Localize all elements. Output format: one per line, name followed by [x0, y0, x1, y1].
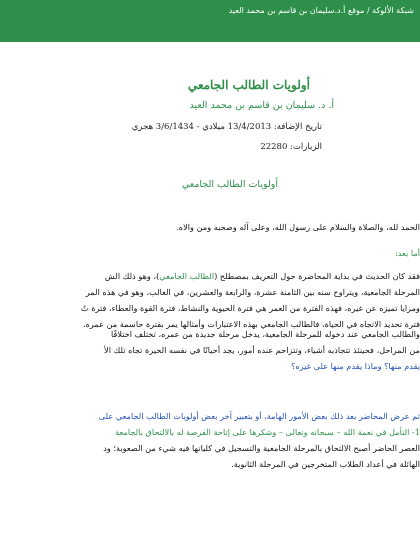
paragraph-1	[8, 268, 420, 332]
p1-line-2: المرحلة الجامعية، ويتراوح سنه بين الثامنة عشرة، والرابعة والعشرين، في الغالب، وهو في هذه المر	[85, 287, 420, 297]
article-subtitle: أولويات الطالب الجامعي	[181, 179, 278, 190]
author-link[interactable]: أ. د. سليمان بن قاسم بن محمد العيد	[189, 100, 334, 111]
article-title: أولويات الطالب الجامعي	[187, 78, 310, 92]
p2-line-1: والطالب الجامعي عند دخوله للمرحلة الجامعية، يدخل مرحلة جديدة من عمره، تختلف اختلافًا	[110, 329, 420, 339]
p2-line-3: يقدم منها؟ وماذا يقدم منها على غيره؟	[291, 361, 420, 371]
amma-heading	[8, 245, 420, 261]
p1-line-1a: فقد كان الحديث في بداية المحاضرة حول التعريف بمصطلح (	[214, 271, 420, 281]
amma-text: أما بعد:	[394, 248, 420, 258]
p2-line-2: من المراحل، فحينئذ تتجاذبه أشياء، وتتزاحم عنده أمور، يجد أحيانًا في نفسه الحيرة تجاه تلك الأ	[104, 345, 420, 355]
p3-line-1: ثم عرض المحاضر بعد ذلك بعض الأمور الهامة، أو بتعبير آخر بعض أولويات الطالب الجامعي على	[98, 411, 420, 421]
views-count: الزيارات: 22280	[260, 142, 322, 152]
term-highlight: الطالب الجامعي	[159, 271, 215, 281]
p1-line-1b: )، وهو ذلك الش	[104, 271, 160, 281]
date-added: تاريخ الإضافة: 13/4/2013 ميلادي - 3/6/1434 هجري	[131, 122, 322, 132]
paragraph-2	[8, 326, 420, 374]
p3-line-4: الهائلة في أعداد الطلاب المتخرجين في المرحلة الثانوية.	[231, 459, 420, 469]
p1-line-3: ومزايا تميزه عن غيره، فهذه الفترة من العمر هي فترة الحيوية والنشاط، فترة القوة والعطاء، فترة تُ	[80, 303, 420, 313]
opening-line: الحمد لله، والصلاة والسلام على رسول الله، وعلى آله وصحبه ومن والاه.	[176, 222, 420, 232]
breadcrumb[interactable]: شبكة الألوكة / موقع أ.د.سليمان بن قاسم بن محمد العيد	[228, 6, 414, 15]
opening-paragraph	[8, 219, 420, 235]
p3-line-2: 1- التأمل في نعمة الله – سبحانه وتعالى – وشكرها على إتاحة الفرصة له بالالتحاق بالجامعة	[115, 427, 420, 437]
paragraph-3	[8, 408, 420, 472]
p1-line-4: فترة تحديد الاتجاه في الحياة، فالطالب الجامعي بهذه الاعتبارات وأمثالها يمر بفترة حاسمة من عمره.	[82, 319, 420, 329]
p1-line-1	[8, 268, 420, 284]
p3-line-3: العصر الحاضر أصبح الالتحاق بالمرحلة الجامعية والتسجيل في كلياتها فيه شيء من الصعوبة؛ ود	[103, 443, 420, 453]
site-header-bar	[0, 0, 420, 42]
